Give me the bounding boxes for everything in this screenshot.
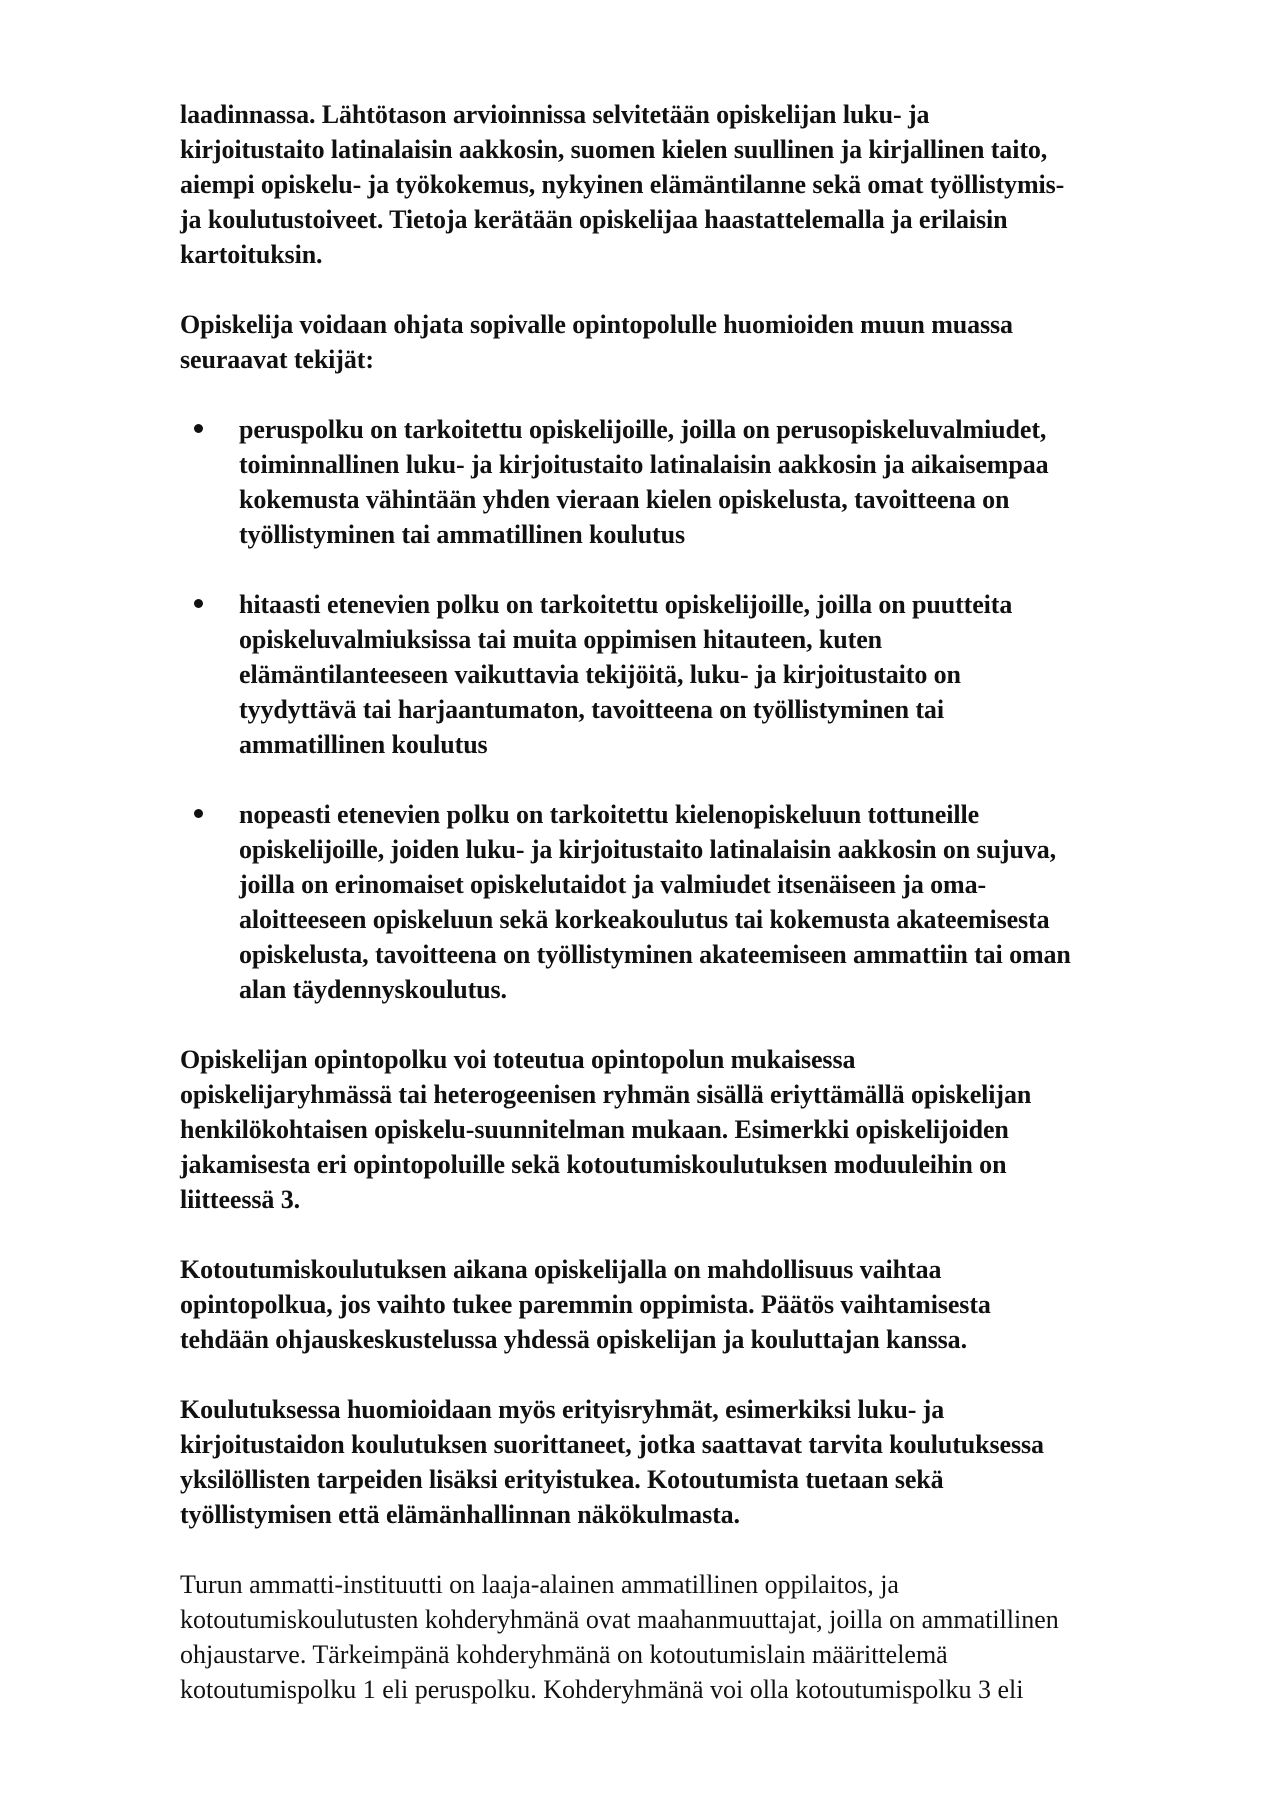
text-line: hitaasti etenevien polku on tarkoitettu opiskelijoille, joilla on puutteita	[239, 590, 1013, 619]
text-line: opiskelusta, tavoitteena on työllistyminen akateemiseen ammattiin tai oman	[239, 940, 1071, 969]
text-line: opintopolkua, jos vaihto tukee paremmin oppimista. Päätös vaihtamisesta	[180, 1290, 991, 1319]
text-line: aloitteeseen opiskeluun sekä korkeakoulutus tai kokemusta akateemisesta	[239, 905, 1050, 934]
bullet-icon	[194, 809, 203, 818]
text-line: henkilökohtaisen opiskelu-suunnitelman mukaan. Esimerkki opiskelijoiden	[180, 1115, 1009, 1144]
text-line: elämäntilanteeseen vaikuttavia tekijöitä, luku- ja kirjoitustaito on	[239, 660, 961, 689]
text-line: kokemusta vähintään yhden vieraan kielen opiskelusta, tavoitteena on	[239, 485, 1010, 514]
text-line: ohjaustarve. Tärkeimpänä kohderyhmänä on kotoutumislain määrittelemä	[180, 1640, 948, 1669]
text-line: laadinnassa. Lähtötason arvioinnissa selvitetään opiskelijan luku- ja	[180, 100, 930, 129]
bullet-icon	[194, 424, 203, 433]
document-page	[180, 97, 1240, 1707]
text-line: tehdään ohjauskeskustelussa yhdessä opiskelijan ja kouluttajan kanssa.	[180, 1325, 967, 1354]
list-item-hitaasti-etenevien-polku	[180, 587, 1240, 762]
text-line: aiempi opiskelu- ja työkokemus, nykyinen elämäntilanne sekä omat työllistymis-	[180, 170, 1065, 199]
paragraph-turun-ammatti-instituutti	[180, 1567, 1240, 1707]
text-line: Kotoutumiskoulutuksen aikana opiskelijalla on mahdollisuus vaihtaa	[180, 1255, 942, 1284]
text-line: kirjoitustaidon koulutuksen suorittaneet, jotka saattavat tarvita koulutuksessa	[180, 1430, 1044, 1459]
text-line: ammatillinen koulutus	[239, 730, 488, 759]
text-line: jakamisesta eri opintopoluille sekä kotoutumiskoulutuksen moduuleihin on	[180, 1150, 1007, 1179]
text-line: joilla on erinomaiset opiskelutaidot ja valmiudet itsenäiseen ja oma-	[239, 870, 987, 899]
text-line: nopeasti etenevien polku on tarkoitettu kielenopiskeluun tottuneille	[239, 800, 980, 829]
text-line: työllistyminen tai ammatillinen koulutus	[239, 520, 685, 549]
text-line: työllistymisen että elämänhallinnan näkökulmasta.	[180, 1500, 740, 1529]
opintopolku-list	[180, 412, 1240, 1007]
text-line: Turun ammatti-instituutti on laaja-alainen ammatillinen oppilaitos, ja	[180, 1570, 899, 1599]
text-line: kotoutumispolku 1 eli peruspolku. Kohderyhmänä voi olla kotoutumispolku 3 eli	[180, 1675, 1024, 1704]
text-line: liitteessä 3.	[180, 1185, 301, 1214]
text-line: seuraavat tekijät:	[180, 345, 374, 374]
paragraph-opintopolku-ohjaus	[180, 307, 1240, 377]
text-line: Opiskelijan opintopolku voi toteutua opintopolun mukaisessa	[180, 1045, 856, 1074]
text-line: opiskeluvalmiuksissa tai muita oppimisen hitauteen, kuten	[239, 625, 882, 654]
text-line: Opiskelija voidaan ohjata sopivalle opintopolulle huomioiden muun muassa	[180, 310, 1013, 339]
text-line: kirjoitustaito latinalaisin aakkosin, suomen kielen suullinen ja kirjallinen taito,	[180, 135, 1048, 164]
text-line: opiskelijoille, joiden luku- ja kirjoitustaito latinalaisin aakkosin on sujuva,	[239, 835, 1057, 864]
text-line: alan täydennyskoulutus.	[239, 975, 507, 1004]
list-item-nopeasti-etenevien-polku	[180, 797, 1240, 1007]
text-line: tyydyttävä tai harjaantumaton, tavoitteena on työllistyminen tai	[239, 695, 944, 724]
text-line: yksilöllisten tarpeiden lisäksi erityistukea. Kotoutumista tuetaan sekä	[180, 1465, 944, 1494]
text-line: opiskelijaryhmässä tai heterogeenisen ryhmän sisällä eriyttämällä opiskelijan	[180, 1080, 1032, 1109]
list-item-peruspolku	[180, 412, 1240, 552]
bullet-icon	[194, 599, 203, 608]
text-line: Koulutuksessa huomioidaan myös erityisryhmät, esimerkiksi luku- ja	[180, 1395, 945, 1424]
text-line: kotoutumiskoulutusten kohderyhmänä ovat maahanmuuttajat, joilla on ammatillinen	[180, 1605, 1059, 1634]
paragraph-opintopolun-vaihto	[180, 1252, 1240, 1357]
text-line: ja koulutustoiveet. Tietoja kerätään opiskelijaa haastattelemalla ja erilaisin	[180, 205, 1008, 234]
text-line: kartoituksin.	[180, 240, 323, 269]
paragraph-erityisryhmat	[180, 1392, 1240, 1532]
paragraph-opintopolun-toteutus	[180, 1042, 1240, 1217]
paragraph-lahtotason-arviointi	[180, 97, 1240, 272]
text-line: toiminnallinen luku- ja kirjoitustaito latinalaisin aakkosin ja aikaisempaa	[239, 450, 1049, 479]
text-line: peruspolku on tarkoitettu opiskelijoille, joilla on perusopiskeluvalmiudet,	[239, 415, 1047, 444]
